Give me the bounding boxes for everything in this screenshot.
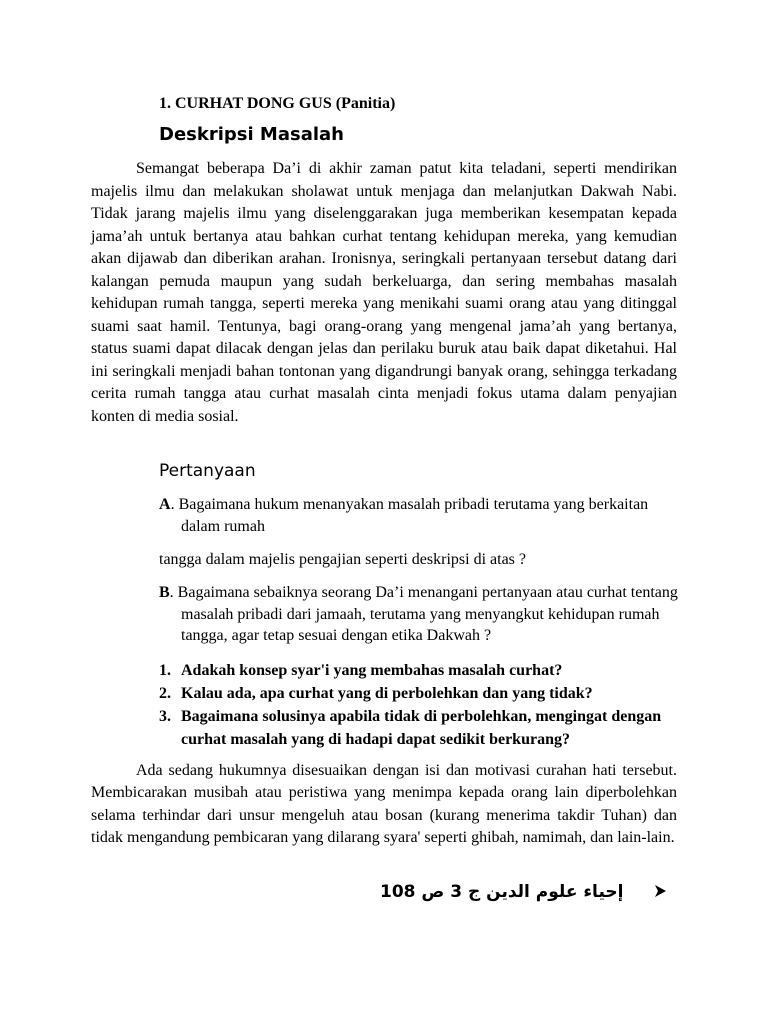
question-a-text: . Bagaimana hukum menanyakan masalah pribadi terutama yang berkaitan dalam rumah	[170, 496, 649, 535]
list-text: Adakah konsep syar'i yang membahas masalah curhat?	[181, 662, 563, 679]
question-a-continuation: tangga dalam majelis pengajian seperti deskripsi di atas ?	[159, 551, 526, 568]
question-a-letter: A	[159, 496, 171, 513]
question-b-text: . Bagaimana sebaiknya seorang Da’i menangani pertanyaan atau curhat tentang masalah pribadi dari jamaah, terutama yang menyangkut kehidupan rumah tangga, agar tetap sesuai dengan etika Dakwah ?	[169, 584, 678, 644]
question-a	[159, 494, 679, 537]
list-number: 3.	[159, 708, 171, 725]
arrowhead-bullet-icon	[652, 880, 668, 904]
document-title: 1. CURHAT DONG GUS (Panitia)	[159, 95, 396, 112]
list-text: Bagaimana solusinya apabila tidak di perbolehkan, mengingat dengan curhat masalah yang di hadapi dapat sedikit berkurang?	[181, 708, 662, 748]
question-b	[159, 582, 679, 647]
list-number: 1.	[159, 662, 171, 679]
description-heading: Deskripsi Masalah	[159, 124, 344, 145]
list-number: 2.	[159, 685, 171, 702]
list-text: Kalau ada, apa curhat yang di perbolehkan dan yang tidak?	[181, 685, 593, 702]
question-b-letter: B	[159, 584, 170, 601]
list-item	[159, 682, 679, 705]
reference-text: إحياء علوم الدين ج 3 ص 108	[380, 882, 624, 902]
description-paragraph: Semangat beberapa Da’i di akhir zaman patut kita teladani, seperti mendirikan majelis ilmu dan melakukan sholawat untuk menjaga dan melanjutkan Dakwah Nabi. Tidak jarang majelis ilmu yang diselenggarakan juga memberikan kesempatan kepada jama’ah untuk bertanya atau bahkan curhat tentang kehidupan mereka, yang kemudian akan dijawab dan diberikan arahan. Ironisnya, seringkali pertanyaan tersebut datang dari kalangan pemuda maupun yang sudah berkeluarga, dan sering membahas masalah kehidupan rumah tangga, seperti mereka yang menikahi suami orang atau yang ditinggal suami saat hamil. Tentunya, bagi orang-orang yang mengenal jama’ah yang bertanya, status suami dapat dilacak dengan jelas dan perilaku buruk atau baik dapat diketahui. Hal ini seringkali menjadi bahan tontonan yang digandrungi banyak orang, sehingga terkadang cerita rumah tangga atau curhat masalah cinta menjadi fokus utama dalam penyajian konten di media sosial.	[91, 160, 677, 425]
questions-heading: Pertanyaan	[159, 461, 256, 481]
list-item	[159, 659, 679, 682]
list-item	[159, 705, 679, 751]
numbered-questions	[159, 659, 679, 751]
answer-paragraph: Ada sedang hukumnya disesuaikan dengan isi dan motivasi curahan hati tersebut. Membicarakan musibah atau peristiwa yang menimpa kepada orang lain diperbolehkan selama terhindar dari unsur mengeluh atau bosan (kurang menerima takdir Tuhan) dan tidak mengandung pembicaran yang dilarang syara' seperti ghibah, namimah, dan lain-lain.	[91, 762, 677, 846]
